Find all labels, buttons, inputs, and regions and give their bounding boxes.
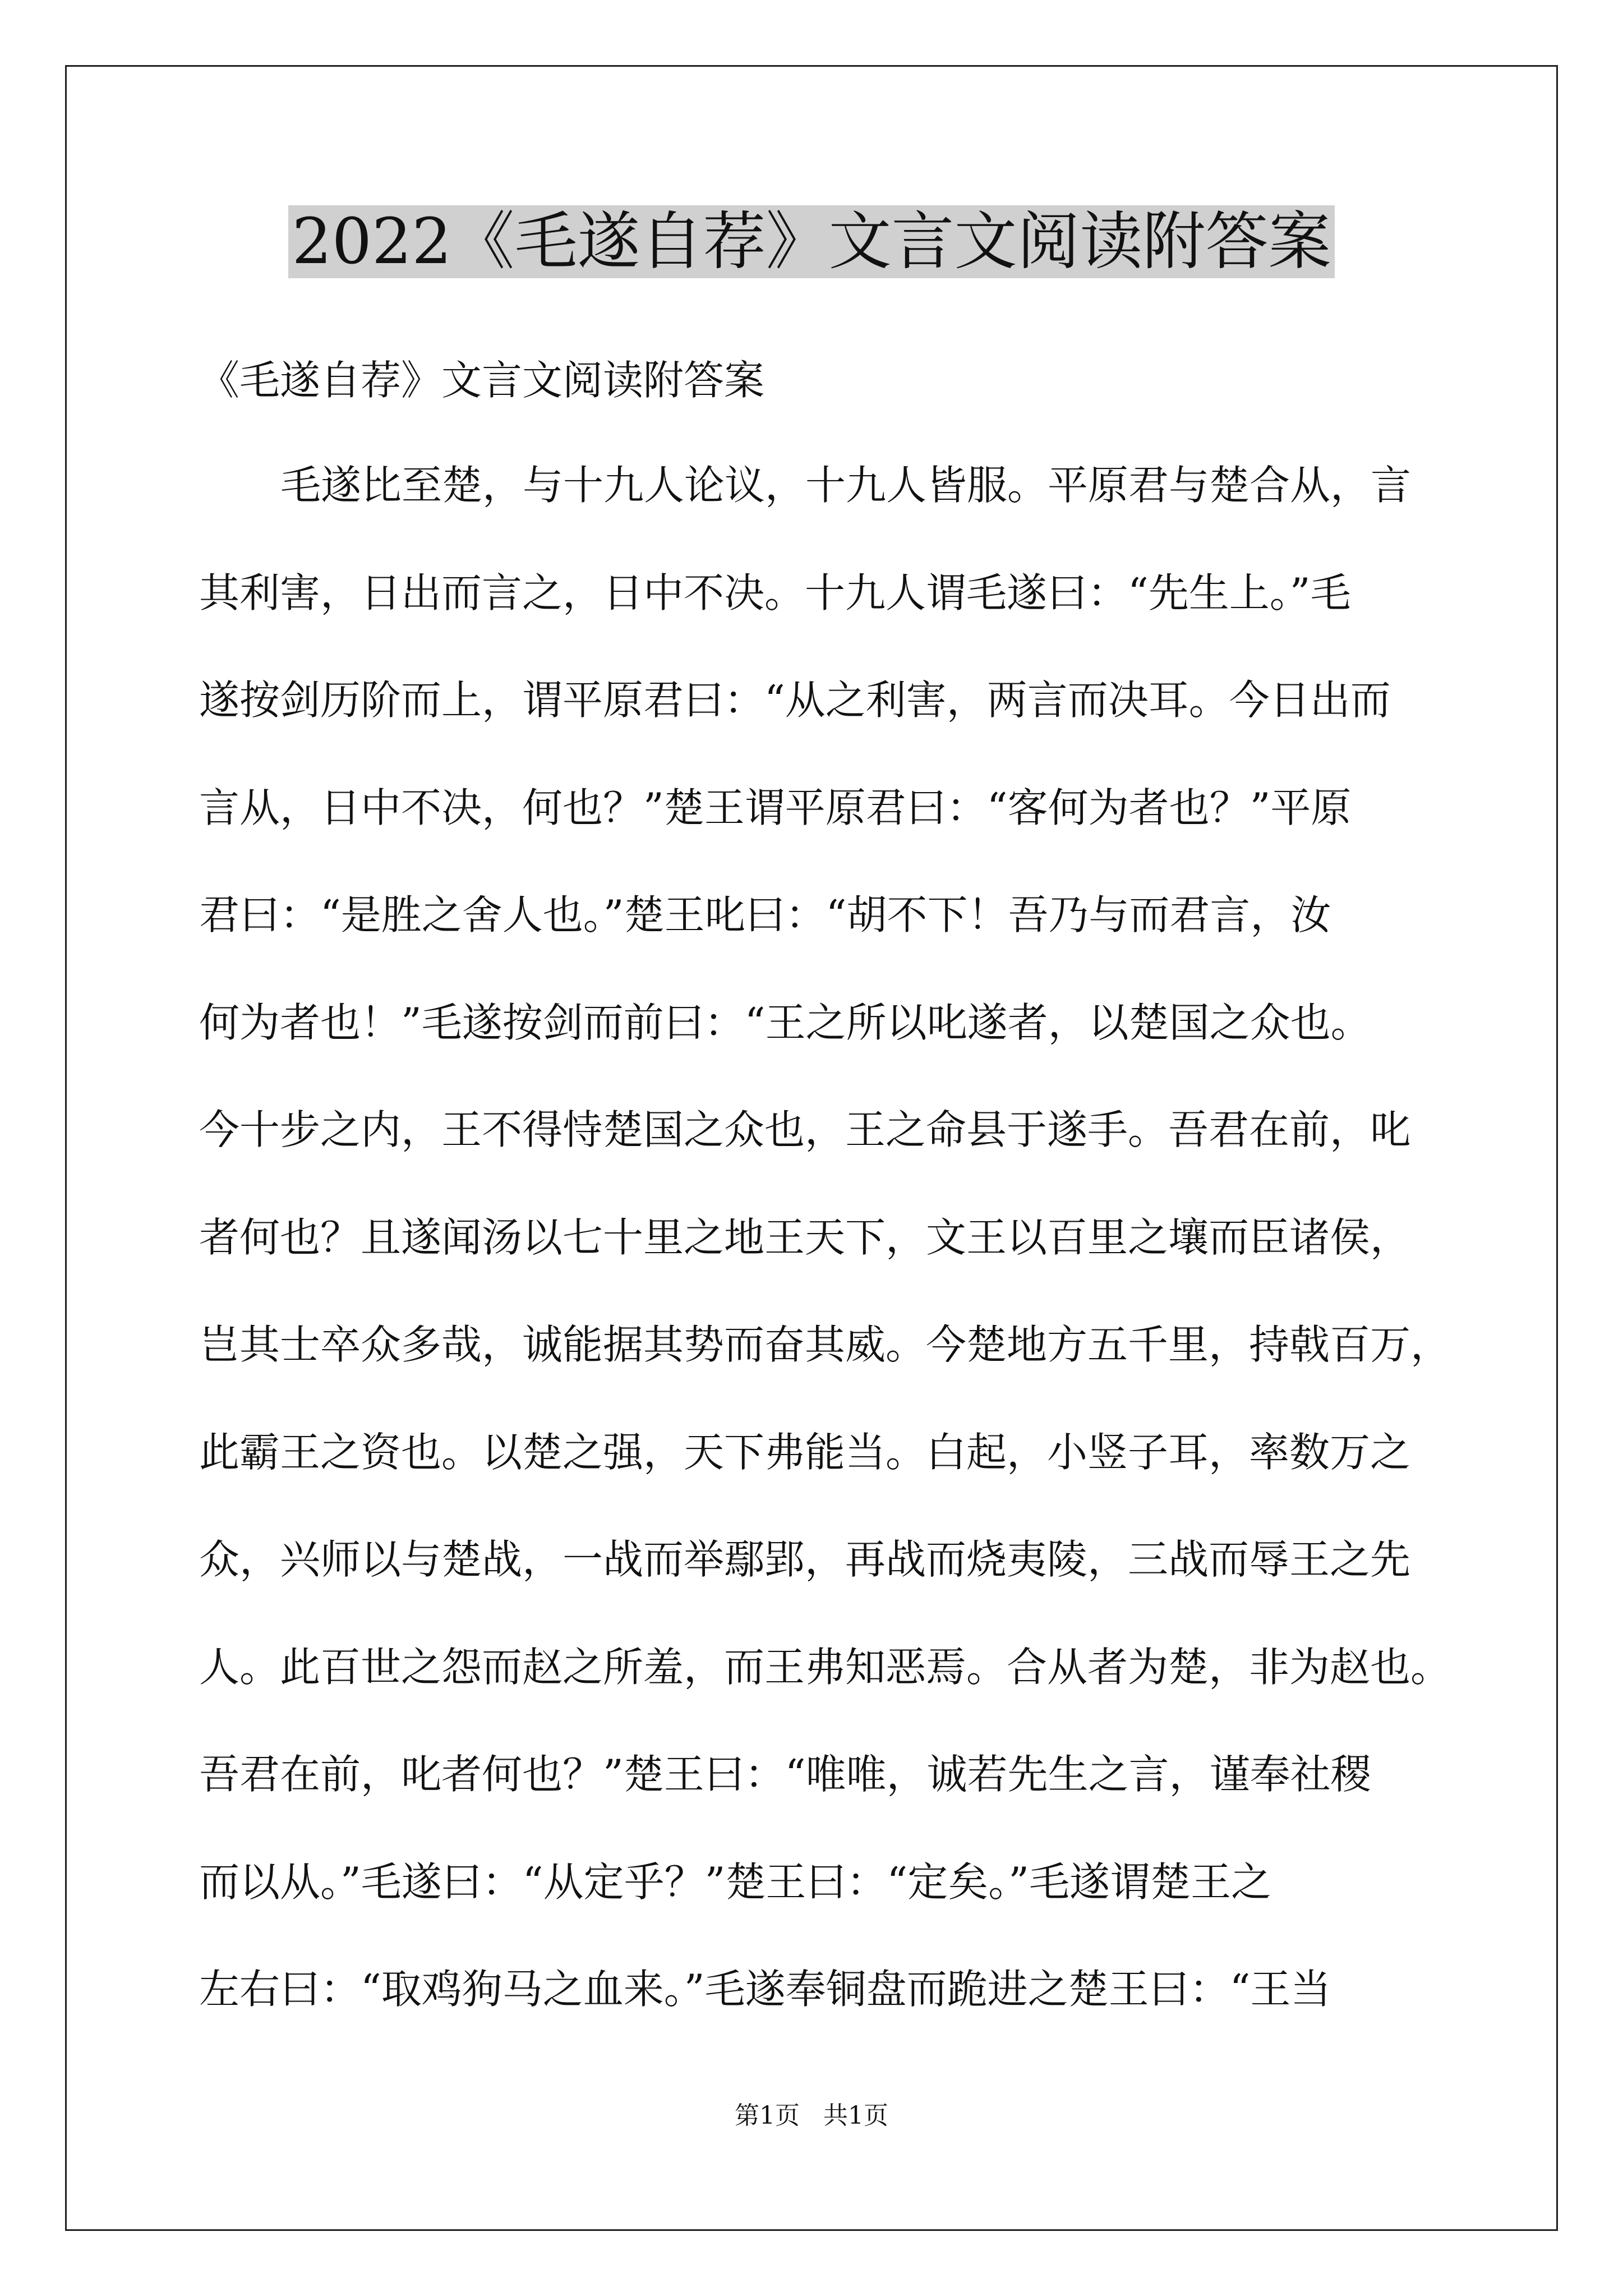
body-line: 岂其士卒众多哉，诚能据其势而奋其威。今楚地方五千里，持戟百万， (199, 1321, 1451, 1368)
body-line: 者何也？且遂闻汤以七十里之地王天下，文王以百里之壤而臣诸侯， (199, 1213, 1411, 1261)
body-line: 其利害，日出而言之，日中不决。十九人谓毛遂曰：“先生上。”毛 (199, 569, 1351, 616)
body-line: 吾君在前，叱者何也？”楚王曰：“唯唯，诚若先生之言，谨奉社稷 (199, 1751, 1371, 1798)
body-line: 遂按剑历阶而上，谓平原君曰：“从之利害，两言而决耳。今日出而 (199, 677, 1391, 724)
body-line: 此霸王之资也。以楚之强，天下弗能当。白起，小竖子耳，率数万之 (199, 1428, 1411, 1476)
body-text (199, 457, 1461, 2069)
body-line: 言从，日中不决，何也？”楚王谓平原君曰：“客何为者也？”平原 (199, 784, 1352, 831)
body-line: 左右曰：“取鸡狗马之血来。”毛遂奉铜盘而跪进之楚王曰：“王当 (199, 1966, 1331, 2013)
document-subtitle: 《毛遂自荐》文言文阅读附答案 (199, 357, 765, 404)
body-line: 何为者也！”毛遂按剑而前曰：“王之所以叱遂者，以楚国之众也。 (199, 999, 1371, 1046)
body-line: 君曰：“是胜之舍人也。”楚王叱曰：“胡不下！吾乃与而君言，汝 (199, 891, 1331, 938)
body-line: 人。此百世之怨而赵之所羞，而王弗知恶焉。合从者为楚，非为赵也。 (199, 1643, 1451, 1691)
body-line: 而以从。”毛遂曰：“从定乎？”楚王曰：“定矣。”毛遂谓楚王之 (199, 1858, 1272, 1906)
body-line: 众，兴师以与楚战，一战而举鄢郢，再战而烧夷陵，三战而辱王之先 (199, 1536, 1411, 1583)
body-line: 毛遂比至楚，与十九人论议，十九人皆服。平原君与楚合从，言 (280, 462, 1412, 509)
document-title-text: 2022《毛遂自荐》文言文阅读附答案 (288, 205, 1334, 278)
document-title (0, 200, 1623, 284)
body-line: 今十步之内，王不得恃楚国之众也，王之命县于遂手。吾君在前，叱 (199, 1106, 1411, 1153)
page-footer: 第1页 共1页 (735, 2101, 888, 2130)
